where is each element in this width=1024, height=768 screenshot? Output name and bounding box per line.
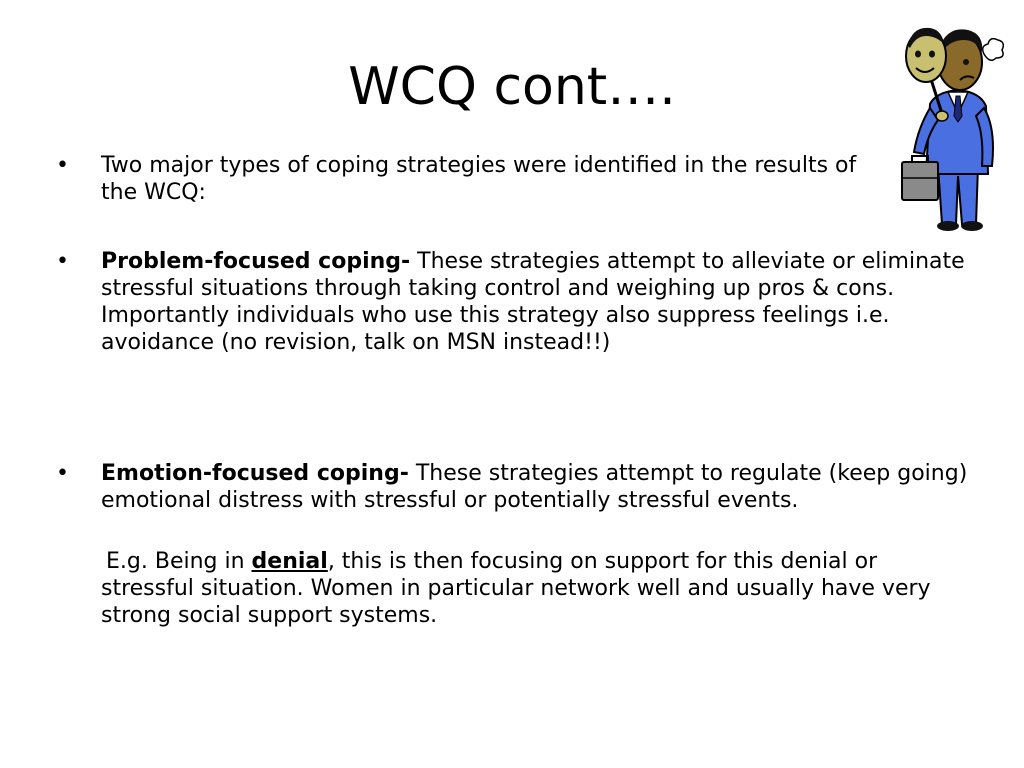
bullet-marker: • bbox=[56, 249, 69, 274]
problem-focused-text: These strategies attempt to alleviate or eliminate stressful situations through taking control and weighing up pros & cons. Importantly individuals who use this strategy also suppress feelings i.e. avoidance (no revision, talk on MSN instead!!) bbox=[101, 249, 965, 355]
bullet-marker: • bbox=[56, 153, 69, 178]
bullet-text-wcq-types: Two major types of coping strategies were identified in the results of the WCQ: bbox=[101, 153, 857, 205]
slide-title: WCQ cont…. bbox=[348, 57, 676, 117]
emotion-focused-heading: Emotion-focused coping- bbox=[101, 461, 409, 486]
denial-emphasis: denial bbox=[251, 549, 328, 574]
example-prefix: E.g. Being in bbox=[106, 549, 252, 574]
example-suffix: , this is then focusing on support for this denial or stressful situation. Women in particular network well and usually have very strong social support systems. bbox=[101, 549, 931, 628]
problem-focused-heading: Problem-focused coping- bbox=[101, 249, 411, 274]
bullet-marker: • bbox=[56, 461, 69, 486]
bullet-emotion-focused bbox=[101, 460, 969, 514]
example-paragraph bbox=[101, 548, 969, 629]
emotion-focused-text: These strategies attempt to regulate (keep going) emotional distress with stressful or potentially stressful events. bbox=[101, 461, 968, 513]
bullet-problem-focused bbox=[101, 248, 969, 356]
two-faced-businessman-icon bbox=[896, 16, 1006, 234]
